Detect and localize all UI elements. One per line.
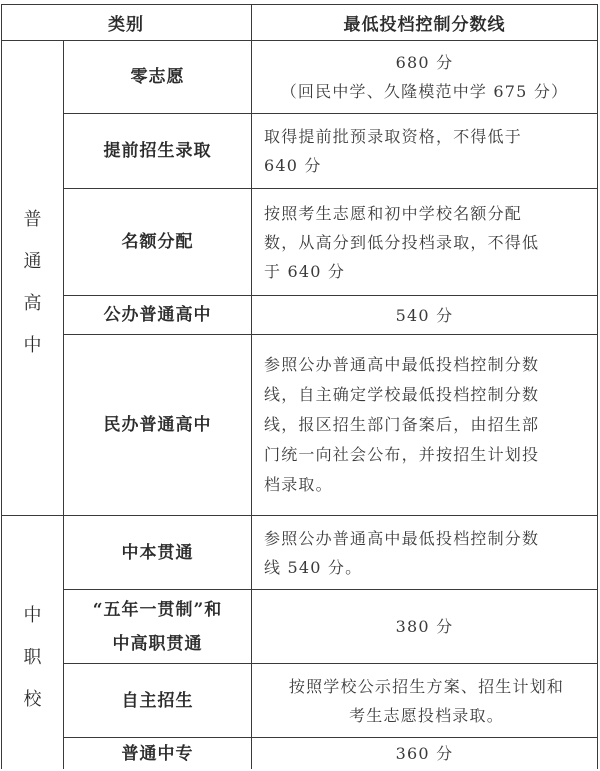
admission-score-table [1,0,598,769]
group-vocational-school: 中 职 校 [23,604,42,710]
score-ordinary-vocational: 360 分 [395,744,454,763]
category-independent-admission: 自主招生 [121,690,194,711]
group-general-high-school: 普 通 高 中 [23,209,42,356]
score-early-admission: 取得提前批预录取资格，不得低于 640 分 [264,127,523,175]
header-min-score: 最低投档控制分数线 [343,15,506,35]
score-public-high-school: 540 分 [395,305,454,325]
category-quota-allocation: 名额分配 [121,232,194,252]
score-private-high-school: 参照公办普通高中最低投档控制分数 线，自主确定学校最低投档控制分数 线，报区招生部门备案后，由招生部 门统一向社会公布，并按招生计划投 档录取。 [264,355,540,494]
category-secondary-undergrad-through: 中本贯通 [121,542,194,563]
category-private-high-school: 民办普通高中 [103,415,212,435]
score-zero-preference: 680 分 （回民中学、久隆模范中学 675 分） [280,53,569,101]
score-five-year-program: 380 分 [395,617,454,636]
category-zero-preference: 零志愿 [130,67,185,87]
category-ordinary-vocational: 普通中专 [121,743,194,764]
category-public-high-school: 公办普通高中 [103,305,212,325]
category-early-admission: 提前招生录取 [103,141,212,161]
score-secondary-undergrad-through: 参照公办普通高中最低投档控制分数 线 540 分。 [264,528,540,577]
score-quota-allocation: 按照考生志愿和初中学校名额分配 数，从高分到低分投档录取，不得低 于 640 分 [264,203,540,281]
header-category: 类别 [108,15,144,35]
score-independent-admission: 按照学校公示招生方案、招生计划和 考生志愿投档录取。 [288,676,565,725]
category-five-year-program: “五年一贯制”和 中高职贯通 [92,599,223,654]
